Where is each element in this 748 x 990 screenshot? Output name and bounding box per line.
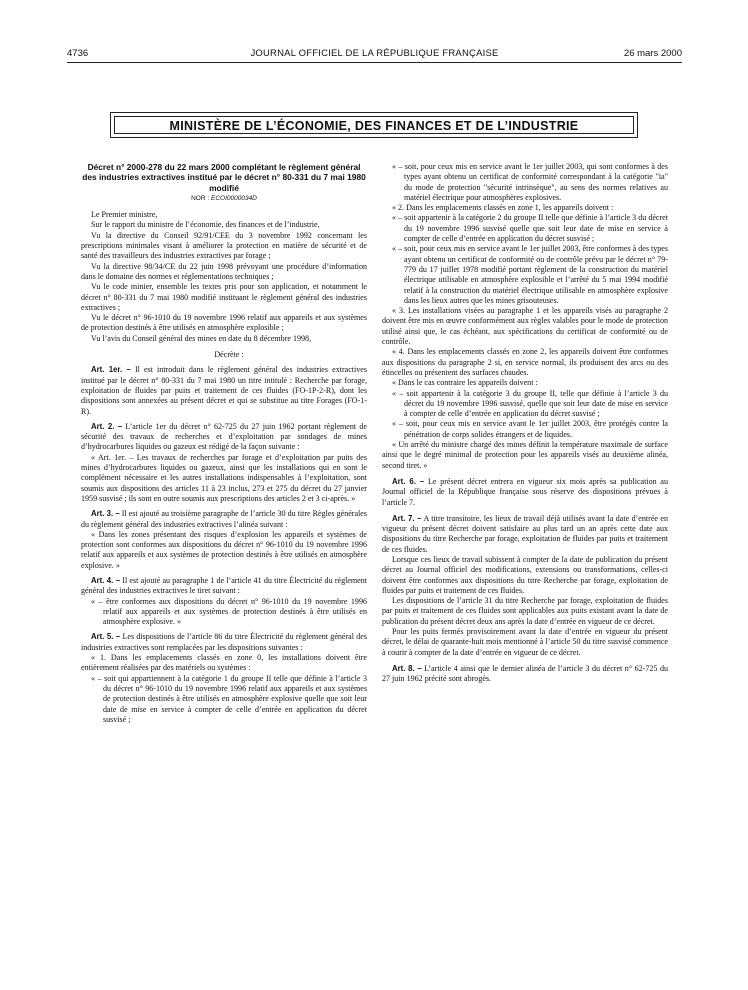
article-1 (81, 365, 367, 416)
article-label: Art. 4. – (91, 575, 121, 585)
article-label: Art. 6. – (392, 476, 425, 486)
journal-title: JOURNAL OFFICIEL DE LA RÉPUBLIQUE FRANÇAISE (250, 48, 499, 59)
decree-title: Décret n° 2000-278 du 22 mars 2000 complétant le règlement général des industries extractives institué par le décret n° 80-331 du 7 mai 1980 modifié (82, 162, 366, 193)
ministry-box (110, 112, 638, 138)
dash-item: « – soit qui appartiennent à la catégorie 1 du groupe II telle que définie à l’article 3 du décret n° 96-1010 du 19 novembre 1996 relatif aux appareils et aux systèmes de protection destinés à être utilisés en atmosphère explosive quelle que soit leur date de mise en service à compter de celle d’entrée en application du décret susvisé ; (91, 673, 367, 724)
paragraph: Vu la directive du Conseil 92/91/CEE du 3 novembre 1992 concernant les prescriptions minimales visant à améliorer la protection en matière de sécurité et de santé des travailleurs des industries extractives par forage ; (81, 230, 367, 261)
article-label: Art. 7. – (392, 513, 422, 523)
paragraph: Vu l’avis du Conseil général des mines en date du 8 décembre 1998, (91, 333, 312, 343)
article-label: Art. 3. – (91, 509, 120, 519)
header-rule (67, 62, 682, 63)
paragraph: Pour les puits fermés provisoirement avant la date d’entrée en vigueur du présent décret, le délai de quarante-huit mois mentionné à l’article 50 du titre susvisé commence à courir à compter de la date d’entrée en vigueur de ce décret. (382, 627, 668, 657)
article-5 (81, 632, 367, 653)
dash-item: « – être conformes aux dispositions du décret n° 96-1010 du 19 novembre 1996 relatif aux appareils et aux systèmes de protection destinés à être utilisés en atmosphère explosive. » (91, 596, 367, 627)
dash-item: « – soit appartenir à la catégorie 2 du groupe II telle que définie à l’article 3 du décret du 19 novembre 1996 susvisé quelle que soit leur date de mise en service à compter de celle d’entrée en application du décret susvisé ; (392, 213, 668, 244)
nor-line (81, 194, 367, 204)
dash-item: « – soit, pour ceux mis en service avant le 1er juillet 2003, qui sont conformes à des types ayant obtenu un certificat de conformité correspondant à la catégorie "ia" du mode de protection "sécurité intrinsèque", au sens des normes relatives au matériel électrique pour atmosphères explosives. (392, 162, 668, 202)
article-6 (382, 477, 668, 508)
article-text: L’article 1er du décret n° 62-725 du 27 juin 1962 portant règlement de sécurité des travaux de recherches et d’exploitation par sondages de mines d’hydrocarbures liquides ou gazeux est rédigé de la façon suivante : (81, 421, 367, 452)
article-4 (81, 576, 367, 597)
issue-date: 26 mars 2000 (623, 48, 682, 59)
decrete-heading: Décrète : (214, 350, 244, 360)
article-text: Le présent décret entrera en vigueur six mois après sa publication au Journal officiel de la République française sous réserve des dispositions prévues à l’article 7. (382, 476, 668, 507)
paragraph: Le Premier ministre, (91, 210, 158, 220)
article-text: Les dispositions de l’article 86 du titre Électricité du règlement général des industries extractives sont remplacées par les dispositions suivantes : (81, 632, 367, 652)
paragraph: « Dans le cas contraire les appareils doivent : (392, 378, 538, 388)
dash-item: « – soit appartenir à la catégorie 3 du groupe II, telle que définie à l’article 3 du décret du 19 novembre 1996 susvisé, quelle que soit leur date de mise en service à compter de celle d’entrée en application du décret susvisé ; (392, 388, 668, 419)
paragraph: « 4. Dans les emplacements classés en zone 2, les appareils doivent être conformes aux dispositions du paragraphe 2 si, en service normal, ils produisent des arcs ou des étincelles ou présentent des surfaces chaudes. (382, 347, 668, 377)
article-label: Art. 5. – (91, 632, 121, 642)
article-text: A titre transitoire, les lieux de travail déjà utilisés avant la date d’entrée en vigueur du présent décret doivent satisfaire au plus tard un an après cette date aux dispositions du titre Recherche par forage, exploitation de fluides par puits et traitement de ces fluides. (382, 513, 668, 554)
dash-item: « – soit, pour ceux mis en service avant le 1er juillet 2003, être protégés contre la pénétration de corps solides étrangers et de liquides. (392, 419, 668, 439)
article-8 (382, 664, 668, 685)
paragraph: Les dispositions de l’article 31 du titre Recherche par forage, exploitation de fluides par puits et traitement de ces fluides sont applicables aux puits existant avant la date de publication du présent décret deux ans après la date d’entrée en vigueur de ce décret. (382, 596, 668, 626)
article-2 (81, 422, 367, 453)
quoted-paragraph: « Art. 1er. – Les travaux de recherches par forage et d’exploitation par puits des mines d’hydrocarbures liquides ou gazeux, ainsi que les installations qui en sont le complément nécessaire et les autres installations indispensables à l’exploitation, sont soumis aux dispositions des articles 11 à 23 inclus, 273 et 275 du décret du 27 janvier 1959 susvisé ; ils sont en outre soumis aux prescriptions des articles 2 et 3 ci-après. » (81, 452, 367, 503)
paragraph: « 3. Les installations visées au paragraphe 1 et les appareils visés au paragraphe 2 doivent être mis en œuvre conformément aux règles valables pour le mode de protection utilisé ainsi que, le cas échéant, aux spécifications du certificat de conformité ou de contrôle. (382, 306, 668, 347)
article-7 (382, 514, 668, 555)
page-header (67, 48, 682, 62)
article-text: Il est ajouté au troisième paragraphe de l’article 30 du titre Règles générales du règlement général des industries extractives l’alinéa suivant : (81, 509, 367, 529)
left-column (81, 162, 367, 725)
article-label: Art. 2. – (91, 421, 123, 431)
article-text: Il est introduit dans le règlement général des industries extractives institué par le décret n° 80-331 du 7 mai 1980 un titre intitulé : Recherche par forage, exploitation de fluides par puits et traitement de ces fluides (FO-1P-2-R), dont les dispositions sont annexées au présent décret et qui se substitue au titre Forages (FO-1-R). (81, 365, 368, 416)
quoted-paragraph: « 1. Dans les emplacements classés en zone 0, les installations doivent être entièrement réalisées par des matériels ou systèmes : (81, 653, 367, 673)
article-text: L’article 4 ainsi que le dernier alinéa de l’article 3 du décret n° 62-725 du 27 juin 1962 précité sont abrogés. (382, 663, 669, 684)
article-label: Art. 1er. – (91, 365, 131, 375)
article-label: Art. 8. – (392, 663, 422, 673)
paragraph: « Un arrêté du ministre chargé des mines définit la température maximale de surface ainsi que le degré minimal de protection pour les appareils visés au deuxième alinéa, second tiret. » (382, 440, 668, 470)
dash-item: « – soit, pour ceux mis en service avant le 1er juillet 2003, être conformes à des types ayant obtenu un certificat de conformité ou de contrôle prévu par le décret n° 79-779 du 17 juillet 1978 modifié portant règlement de la construction du matériel électrique utilisable en atmosphère explosible et l’arrêté du 5 mai 1994 modifié relatif à la construction du matériel électrique utilisable en atmosphère explosive dans les lieux autres que les mines grisouteuses. (392, 244, 668, 305)
paragraph: Vu la directive 98/34/CE du 22 juin 1998 prévoyant une procédure d’information dans le domaine des normes et réglementations techniques ; (81, 261, 367, 281)
nor-code: ECOI0000034D (210, 194, 257, 202)
paragraph: Sur le rapport du ministre de l’économie, des finances et de l’industrie, (91, 220, 320, 230)
paragraph: Lorsque ces lieux de travail subissent à compter de la date de publication du présent décret au Journal officiel des modifications, extensions ou transformations, celles-ci doivent être conformes aux dispositions du titre Recherche par forage, exploitation de fluides par puits et traitement de ces fluides. (382, 554, 668, 595)
nor-label: NOR : (191, 194, 210, 202)
page-number: 4736 (67, 48, 89, 59)
article-text: Il est ajouté au paragraphe 1 de l’article 41 du titre Électricité du règlement général des industries extractives le tiret suivant : (81, 575, 368, 596)
right-column (382, 162, 668, 685)
paragraph: Vu le décret n° 96-1010 du 19 novembre 1996 relatif aux appareils et aux systèmes de protection destinés à être utilisés en atmosphère explosible ; (81, 313, 367, 333)
ministry-title: MINISTÈRE DE L’ÉCONOMIE, DES FINANCES ET DE L’INDUSTRIE (114, 116, 634, 134)
quoted-paragraph: « Dans les zones présentant des risques d’explosion les appareils et systèmes de protection sont conformes aux dispositions du décret n° 96-1010 du 19 novembre 1996 relatif aux appareils et aux systèmes de protection destinés à être utilisés en atmosphère explosive. » (81, 529, 367, 570)
paragraph: Vu le code minier, ensemble les textes pris pour son application, et notamment le décret n° 80-331 du 7 mai 1980 modifié instituant le règlement général des industries extractives ; (81, 282, 367, 312)
paragraph: « 2. Dans les emplacements classés en zone 1, les appareils doivent : (392, 203, 614, 213)
article-3 (81, 509, 367, 530)
